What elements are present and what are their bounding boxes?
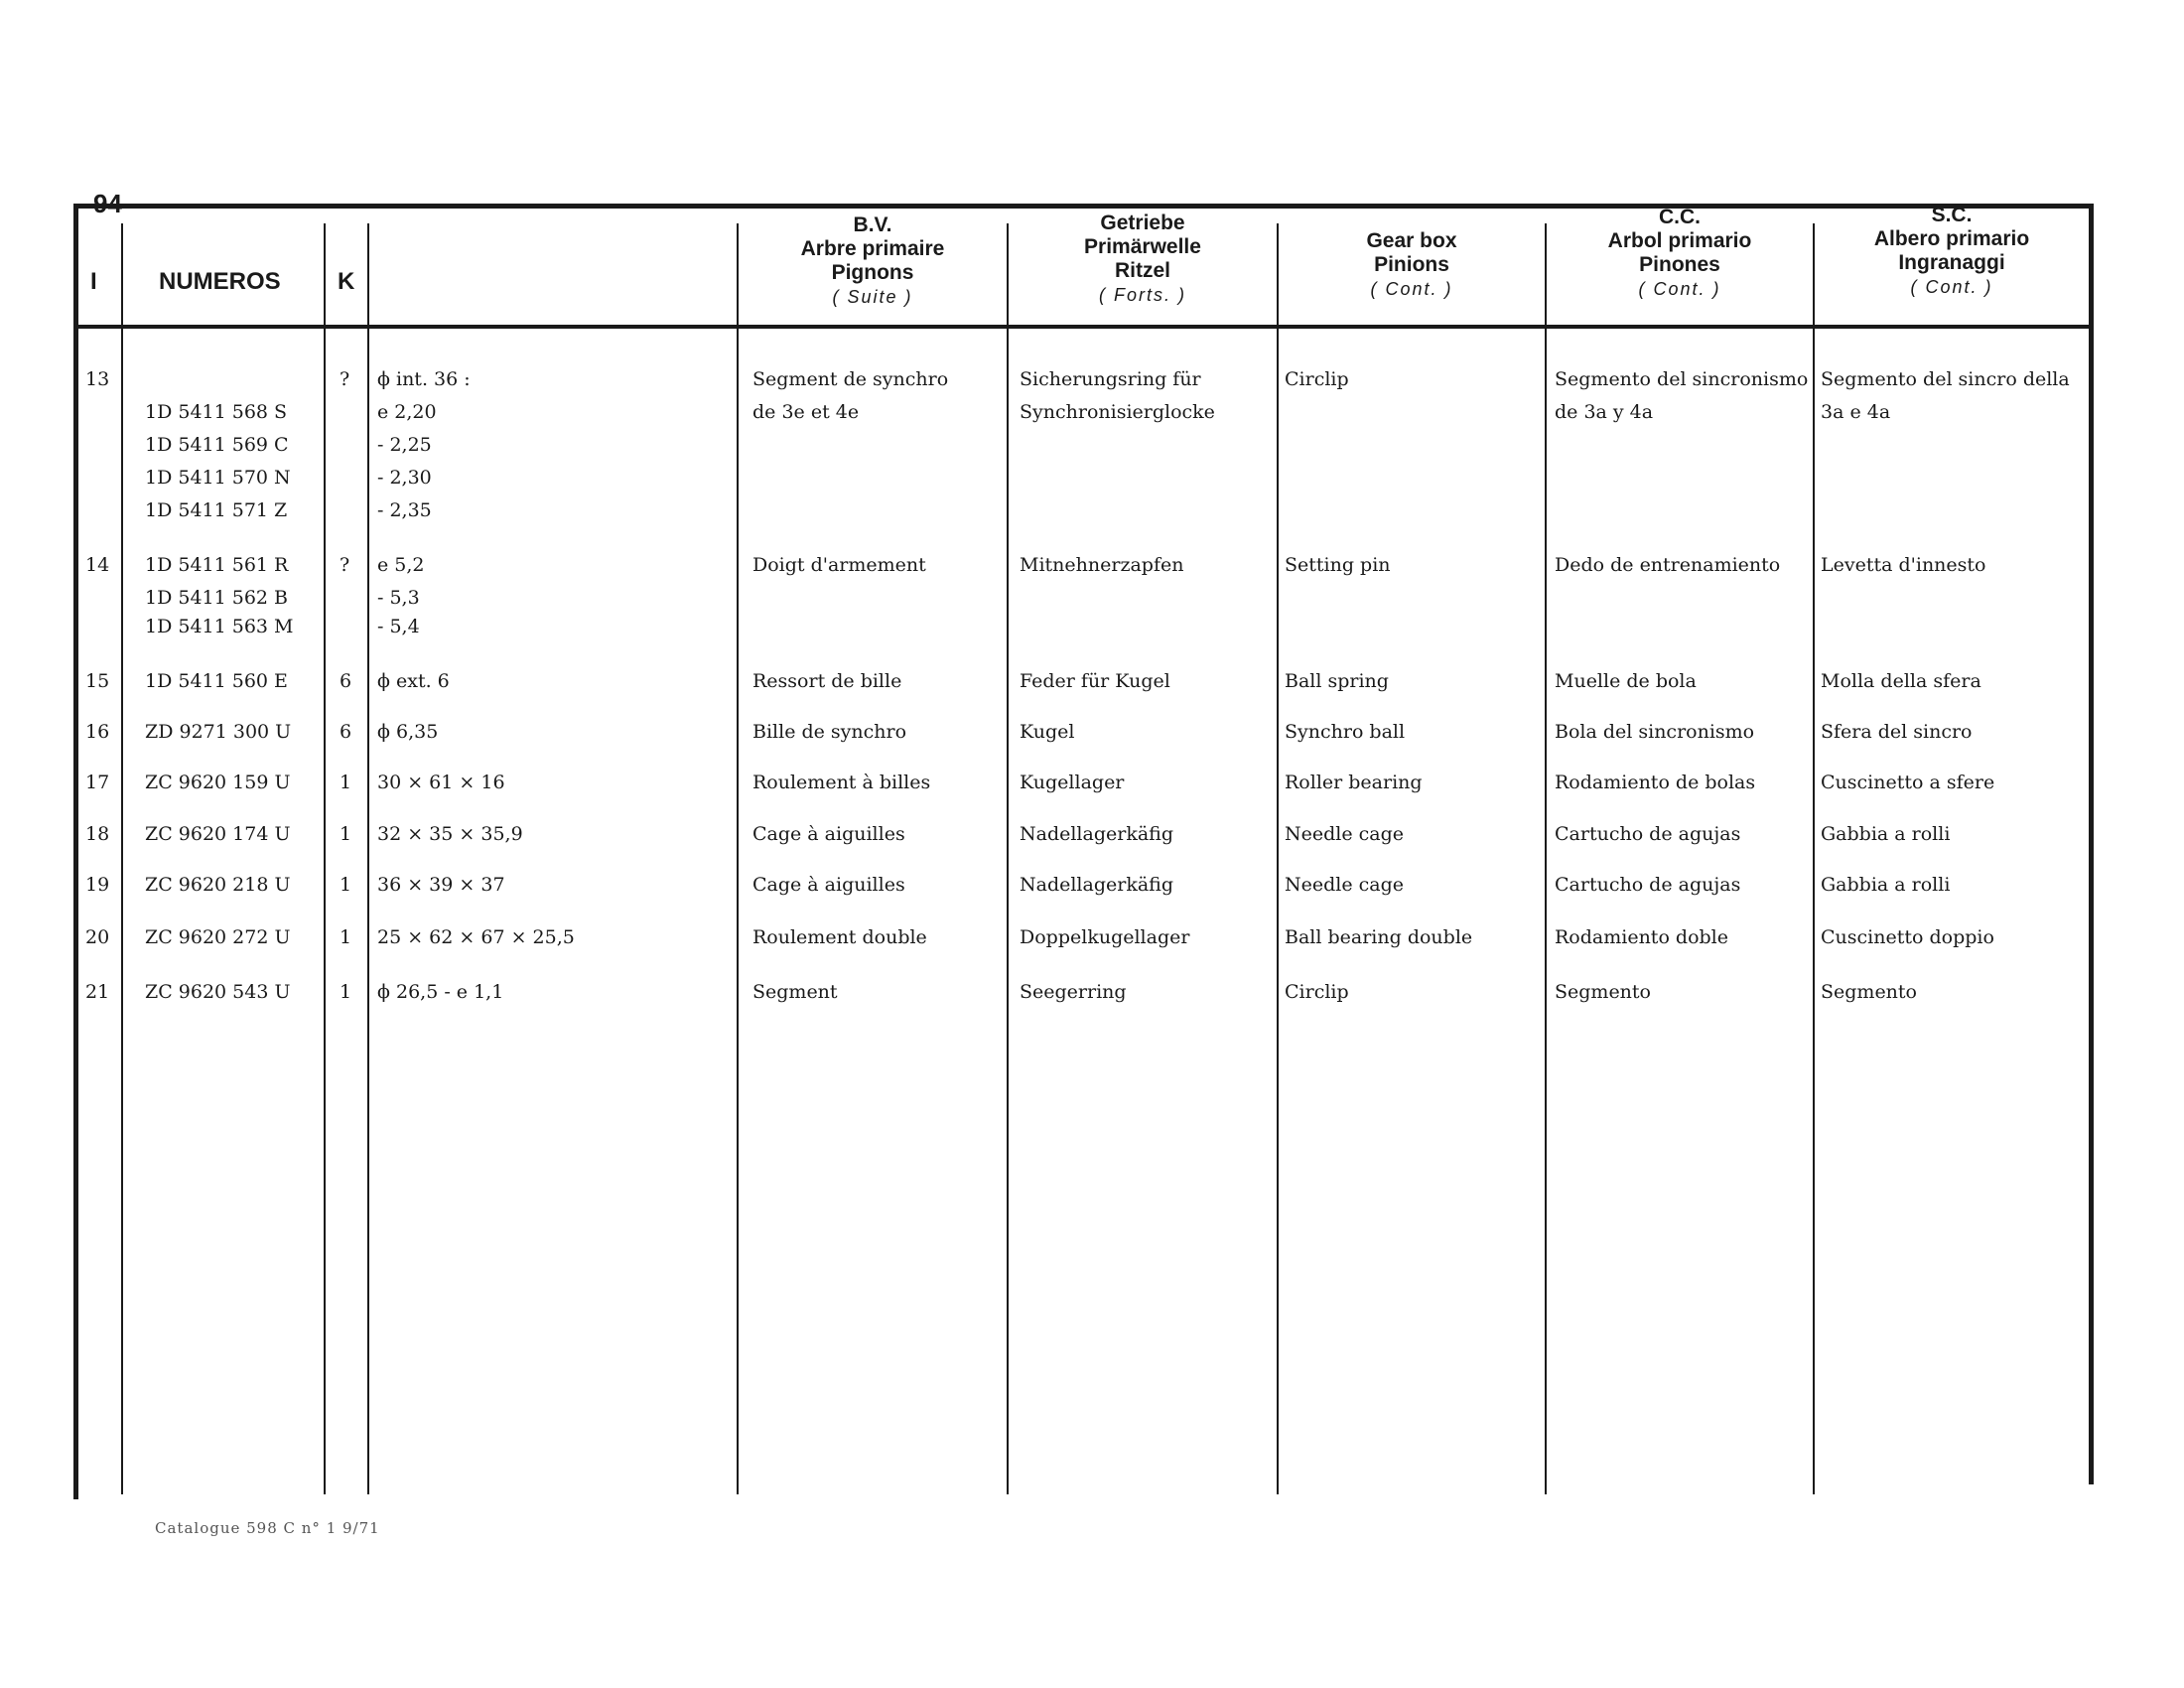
cell-fr: Segment de synchro	[752, 368, 949, 390]
cell-de: Nadellagerkäfig	[1020, 823, 1174, 845]
cell-en: Ball bearing double	[1285, 926, 1473, 948]
cell-k: ?	[340, 554, 350, 576]
header-line: Ritzel	[1114, 259, 1170, 282]
cell-en: Circlip	[1285, 368, 1349, 390]
header-spanish	[1547, 206, 1813, 301]
cell-dim: ϕ int. 36 :	[377, 368, 471, 390]
cell-de: Kugellager	[1020, 772, 1125, 793]
cell-fr: Roulement double	[752, 926, 927, 948]
cell-dim: - 5,4	[377, 616, 420, 637]
cell-es: Dedo de entrenamiento	[1555, 554, 1781, 576]
table-left-rule	[73, 204, 78, 1499]
cell-numero: ZC 9620 218 U	[145, 874, 291, 896]
table-header-rule	[73, 325, 2093, 329]
header-italian	[1815, 204, 2089, 299]
cell-dim: e 2,20	[377, 401, 437, 423]
column-divider	[1277, 223, 1279, 1494]
cell-dim: - 2,35	[377, 499, 432, 521]
cell-de: Feder für Kugel	[1020, 670, 1170, 692]
cell-numero: ZC 9620 272 U	[145, 926, 291, 948]
header-cont: ( Cont. )	[1638, 279, 1721, 299]
cell-fr: Doigt d'armement	[752, 554, 926, 576]
cell-k: 1	[340, 874, 352, 896]
header-line: C.C.	[1659, 206, 1701, 228]
header-index: I	[90, 268, 97, 295]
cell-index: 13	[85, 368, 110, 390]
cell-de: Doppelkugellager	[1020, 926, 1190, 948]
cell-numero: 1D 5411 563 M	[145, 616, 294, 637]
cell-it: Cuscinetto doppio	[1821, 926, 1994, 948]
cell-en: Setting pin	[1285, 554, 1391, 576]
cell-de: Sicherungsring für	[1020, 368, 1201, 390]
cell-it: Segmento	[1821, 981, 1917, 1003]
cell-fr: Bille de synchro	[752, 721, 907, 743]
cell-es: Segmento del sincronismo	[1555, 368, 1809, 390]
cell-fr: de 3e et 4e	[752, 401, 860, 423]
cell-index: 15	[85, 670, 110, 692]
cell-numero: 1D 5411 571 Z	[145, 499, 288, 521]
cell-fr: Segment	[752, 981, 838, 1003]
cell-numero: ZC 9620 159 U	[145, 772, 291, 793]
header-line: Pignons	[831, 261, 914, 284]
cell-de: Kugel	[1020, 721, 1075, 743]
header-cont: ( Cont. )	[1370, 279, 1453, 299]
cell-es: Cartucho de agujas	[1555, 874, 1741, 896]
column-divider	[1545, 223, 1547, 1494]
header-line: Primärwelle	[1084, 235, 1201, 258]
header-line: Albero primario	[1873, 227, 2030, 250]
column-divider	[367, 223, 369, 1494]
cell-dim: 36 × 39 × 37	[377, 874, 505, 896]
cell-en: Synchro ball	[1285, 721, 1406, 743]
cell-de: Seegerring	[1020, 981, 1127, 1003]
cell-dim: - 2,25	[377, 434, 432, 456]
cell-dim: e 5,2	[377, 554, 425, 576]
cell-k: 6	[340, 721, 352, 743]
header-line: B.V.	[853, 213, 892, 236]
cell-k: 6	[340, 670, 352, 692]
cell-it: Gabbia a rolli	[1821, 823, 1951, 845]
header-line: Getriebe	[1100, 211, 1185, 234]
cell-es: Rodamiento doble	[1555, 926, 1729, 948]
cell-index: 20	[85, 926, 110, 948]
cell-it: Molla della sfera	[1821, 670, 1981, 692]
column-divider	[121, 223, 123, 1494]
header-line: Pinions	[1374, 253, 1449, 276]
header-line: S.C.	[1931, 204, 1973, 226]
cell-index: 17	[85, 772, 110, 793]
header-line: Arbre primaire	[800, 237, 945, 260]
cell-de: Nadellagerkäfig	[1020, 874, 1174, 896]
cell-index: 18	[85, 823, 110, 845]
footer-catalogue: Catalogue 598 C n° 1 9/71	[155, 1519, 380, 1537]
column-divider	[1007, 223, 1009, 1494]
cell-it: Sfera del sincro	[1821, 721, 1973, 743]
cell-numero: 1D 5411 570 N	[145, 467, 291, 489]
header-k: K	[338, 268, 355, 295]
cell-de: Mitnehnerzapfen	[1020, 554, 1184, 576]
cell-index: 14	[85, 554, 110, 576]
cell-numero: 1D 5411 561 R	[145, 554, 289, 576]
header-line: Pinones	[1639, 253, 1720, 276]
table-right-rule	[2089, 204, 2094, 1484]
cell-es: Cartucho de agujas	[1555, 823, 1741, 845]
cell-dim: ϕ 6,35	[377, 721, 439, 743]
cell-numero: ZC 9620 543 U	[145, 981, 291, 1003]
header-english	[1279, 229, 1545, 301]
cell-es: Bola del sincronismo	[1555, 721, 1755, 743]
header-cont: ( Suite )	[832, 287, 913, 307]
cell-dim: ϕ ext. 6	[377, 670, 450, 692]
cell-dim: ϕ 26,5 - e 1,1	[377, 981, 504, 1003]
header-numeros: NUMEROS	[159, 268, 281, 295]
cell-dim: 32 × 35 × 35,9	[377, 823, 523, 845]
cell-en: Circlip	[1285, 981, 1349, 1003]
column-divider	[1813, 223, 1815, 1494]
cell-k: 1	[340, 772, 352, 793]
cell-dim: - 5,3	[377, 587, 420, 609]
cell-it: Gabbia a rolli	[1821, 874, 1951, 896]
cell-it: 3a e 4a	[1821, 401, 1891, 423]
cell-es: Segmento	[1555, 981, 1651, 1003]
cell-en: Needle cage	[1285, 823, 1405, 845]
cell-it: Levetta d'innesto	[1821, 554, 1986, 576]
cell-index: 19	[85, 874, 110, 896]
cell-k: ?	[340, 368, 350, 390]
cell-numero: 1D 5411 569 C	[145, 434, 289, 456]
cell-de: Synchronisierglocke	[1020, 401, 1215, 423]
header-french	[739, 213, 1007, 309]
header-german	[1009, 211, 1277, 307]
cell-fr: Cage à aiguilles	[752, 874, 905, 896]
cell-it: Segmento del sincro della	[1821, 368, 2070, 390]
cell-numero: 1D 5411 562 B	[145, 587, 289, 609]
cell-fr: Roulement à billes	[752, 772, 931, 793]
cell-k: 1	[340, 926, 352, 948]
column-divider	[324, 223, 326, 1494]
cell-en: Roller bearing	[1285, 772, 1423, 793]
cell-es: Rodamiento de bolas	[1555, 772, 1756, 793]
cell-numero: 1D 5411 568 S	[145, 401, 288, 423]
cell-dim: 25 × 62 × 67 × 25,5	[377, 926, 575, 948]
cell-dim: - 2,30	[377, 467, 432, 489]
header-cont: ( Cont. )	[1910, 277, 1993, 297]
cell-es: de 3a y 4a	[1555, 401, 1654, 423]
cell-numero: ZD 9271 300 U	[145, 721, 292, 743]
cell-dim: 30 × 61 × 16	[377, 772, 505, 793]
cell-k: 1	[340, 981, 352, 1003]
cell-it: Cuscinetto a sfere	[1821, 772, 1995, 793]
column-divider	[737, 223, 739, 1494]
header-cont: ( Forts. )	[1099, 285, 1186, 305]
cell-es: Muelle de bola	[1555, 670, 1697, 692]
cell-fr: Ressort de bille	[752, 670, 902, 692]
cell-index: 16	[85, 721, 110, 743]
cell-fr: Cage à aiguilles	[752, 823, 905, 845]
cell-k: 1	[340, 823, 352, 845]
cell-index: 21	[85, 981, 110, 1003]
cell-numero: 1D 5411 560 E	[145, 670, 288, 692]
cell-en: Ball spring	[1285, 670, 1389, 692]
cell-en: Needle cage	[1285, 874, 1405, 896]
header-line: Arbol primario	[1607, 229, 1752, 252]
cell-numero: ZC 9620 174 U	[145, 823, 291, 845]
header-line: Ingranaggi	[1898, 251, 2005, 274]
header-line: Gear box	[1366, 229, 1457, 252]
